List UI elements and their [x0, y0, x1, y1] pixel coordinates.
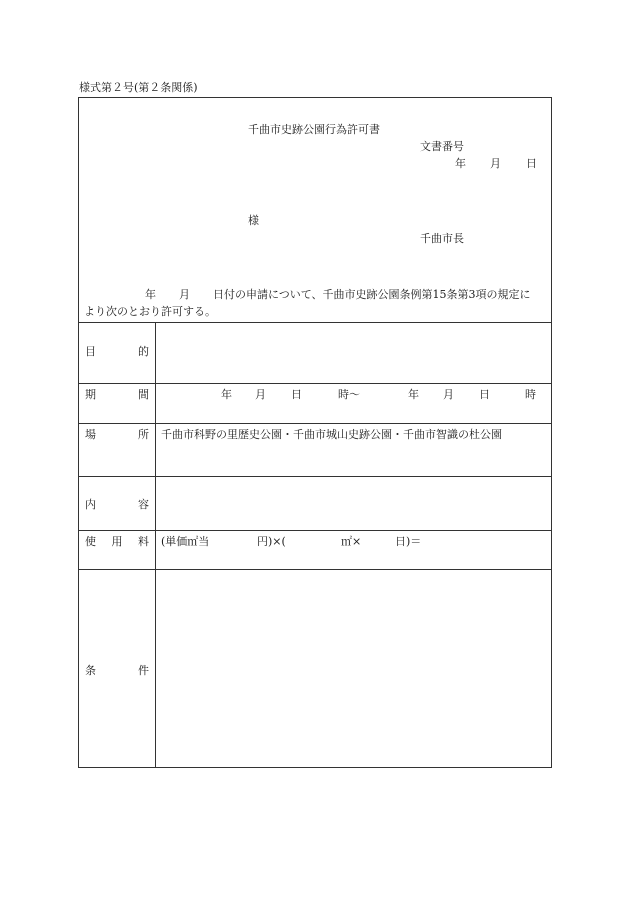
permit-form	[78, 97, 552, 768]
issue-date-year: 年	[455, 157, 466, 170]
table-divider	[79, 322, 551, 323]
table-divider	[79, 530, 551, 531]
application-year: 年	[145, 288, 156, 301]
document-number-label: 文書番号	[420, 140, 464, 153]
issuer-name: 千曲市長	[420, 232, 464, 245]
fee-square-meters: ㎡×	[341, 535, 362, 548]
period-from-hour: 時～	[338, 388, 360, 401]
table-divider	[79, 383, 551, 384]
place-value: 千曲市科野の里歴史公園・千曲市城山史跡公園・千曲市智識の杜公園	[161, 428, 502, 441]
table-divider	[79, 423, 551, 424]
period-to-day: 日	[479, 388, 490, 401]
permit-statement-line2: より次のとおり許可する。	[84, 305, 216, 318]
document-title: 千曲市史跡公園行為許可書	[248, 123, 380, 136]
addressee-suffix: 様	[248, 214, 259, 227]
issue-date-month: 月	[490, 157, 501, 170]
period-label: 期 間	[85, 388, 149, 401]
period-to-month: 月	[443, 388, 454, 401]
application-month: 月	[179, 288, 190, 301]
place-label: 場 所	[85, 428, 149, 441]
permit-statement-line1: 日付の申請について、千曲市史跡公園条例第15条第3項の規定に	[213, 288, 531, 301]
period-to-year: 年	[408, 388, 419, 401]
form-number-label: 様式第２号(第２条関係)	[79, 81, 198, 94]
period-to-hour: 時	[525, 388, 536, 401]
label-column-divider	[155, 322, 156, 768]
fee-label: 使 用 料	[85, 535, 149, 548]
table-divider	[79, 569, 551, 570]
period-from-year: 年	[221, 388, 232, 401]
period-from-day: 日	[291, 388, 302, 401]
content-label: 内 容	[85, 498, 149, 511]
fee-yen: 円)×(	[257, 535, 286, 548]
period-from-month: 月	[255, 388, 266, 401]
conditions-label: 条 件	[85, 664, 149, 677]
fee-unit-price: (単価㎡当	[161, 535, 210, 548]
purpose-label: 目 的	[85, 345, 149, 358]
fee-days: 日)＝	[395, 535, 422, 548]
issue-date-day: 日	[526, 157, 537, 170]
table-divider	[79, 476, 551, 477]
